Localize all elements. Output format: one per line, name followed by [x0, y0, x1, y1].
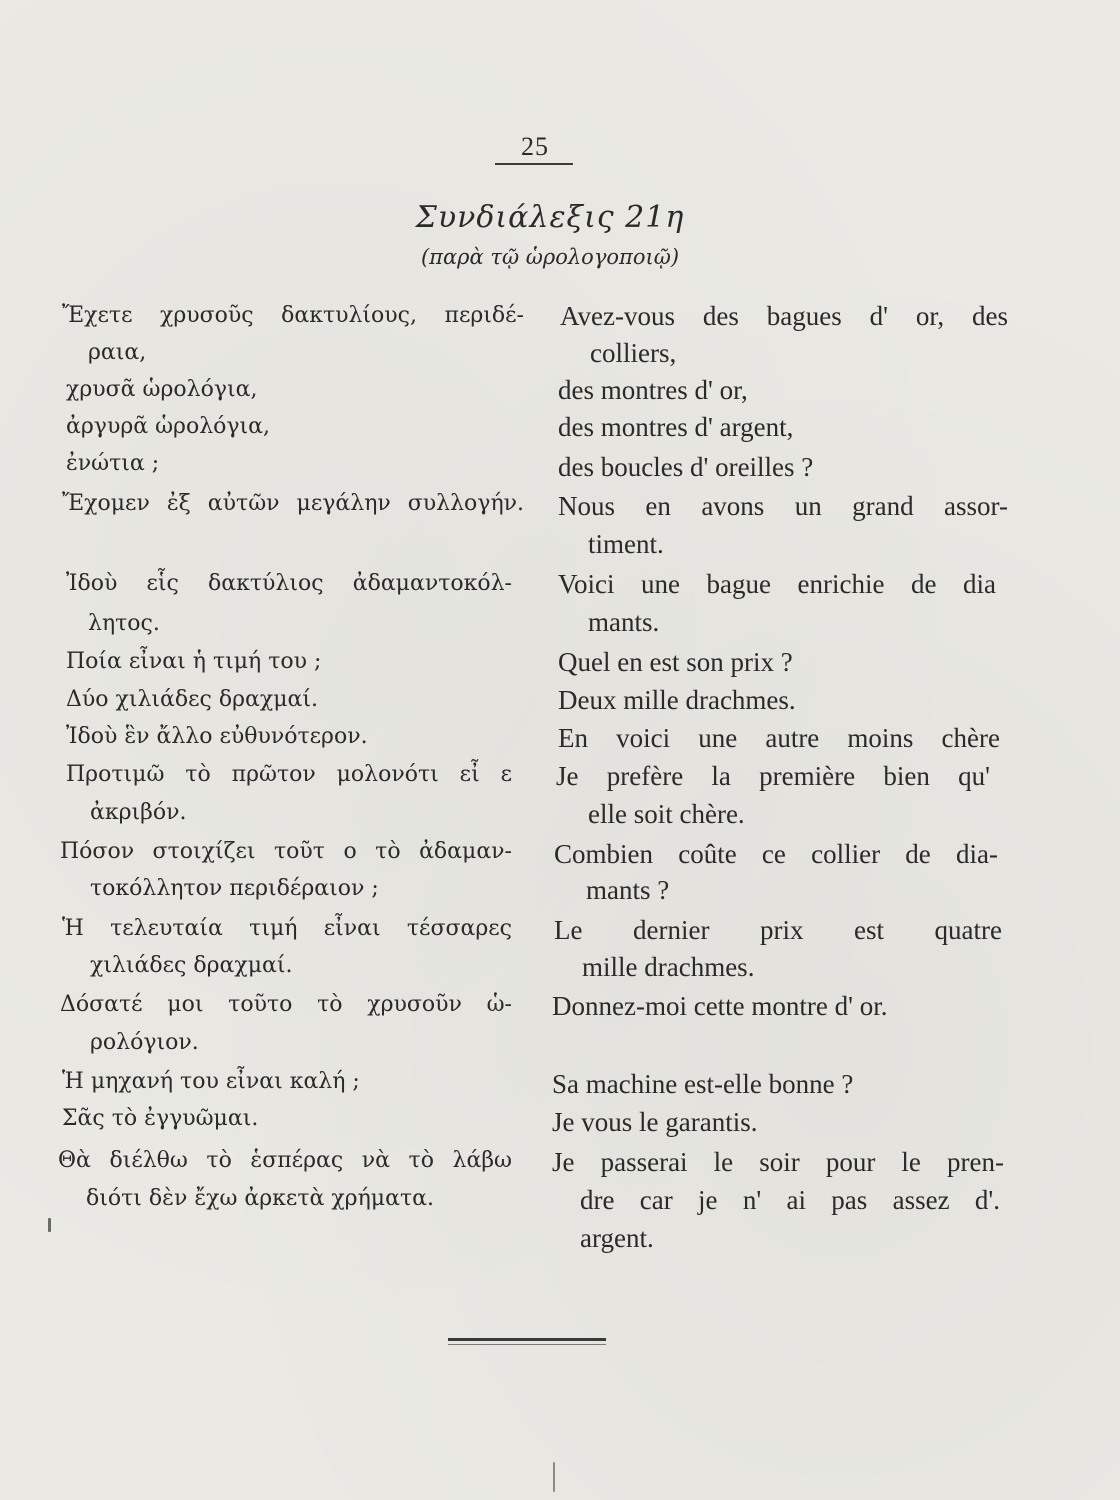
greek-line: Ἡ τελευταία τιμή εἶναι τέσσαρες — [62, 916, 512, 941]
print-mark — [48, 1218, 51, 1232]
greek-line: Θὰ διέλθω τὸ ἑσπέρας νὰ τὸ λάβω — [58, 1148, 512, 1173]
greek-line: Ἡ μηχανή του εἶναι καλή ; — [62, 1069, 360, 1094]
greek-line: Πόσον στοιχίζει τοῦτ ο τὸ ἀδαμαν- — [60, 839, 512, 864]
french-line: Nous en avons un grand assor- — [558, 491, 1008, 521]
greek-line: διότι δὲν ἔχω ἀρκετὰ χρήματα. — [86, 1186, 434, 1211]
greek-line: Δόσατέ μοι τοῦτο τὸ χρυσοῦν ὡ- — [60, 992, 512, 1017]
french-line: Voici une bague enrichie de dia — [558, 569, 996, 599]
page-number: 25 — [521, 132, 549, 161]
french-line: Donnez-moi cette montre d' or. — [552, 991, 888, 1021]
greek-line: Ἰδοὺ εἷς δακτύλιος ἀδαμαντοκόλ- — [66, 571, 512, 596]
french-line: mants. — [588, 607, 660, 637]
french-line: Sa machine est-elle bonne ? — [552, 1069, 854, 1099]
french-line: Je passerai le soir pour le pren- — [552, 1147, 1004, 1177]
print-mark — [553, 1462, 555, 1492]
french-line: Quel en est son prix ? — [558, 647, 793, 677]
french-line: mants ? — [586, 875, 670, 905]
french-line: argent. — [580, 1223, 654, 1253]
greek-line: ἐνώτια ; — [66, 451, 160, 476]
greek-line: Σᾶς τὸ ἐγγυῶμαι. — [62, 1106, 259, 1131]
greek-line: λητος. — [88, 611, 160, 636]
greek-line: Ἔχετε χρυσοῦς δακτυλίους, περιδέ- — [62, 303, 524, 328]
greek-line: Δύο χιλιάδες δραχμαί. — [66, 687, 318, 712]
french-line: Deux mille drachmes. — [558, 685, 796, 715]
greek-line: ἀκριβόν. — [90, 800, 187, 825]
page-number-underline — [495, 163, 573, 165]
french-line: mille drachmes. — [582, 952, 755, 982]
greek-line: Ἔχομεν ἐξ αὐτῶν μεγάλην συλλογήν. — [62, 491, 524, 516]
french-line: Avez-vous des bagues d' or, des — [560, 301, 1008, 331]
french-line: Le dernier prix est quatre — [554, 915, 1002, 945]
french-line: colliers, — [590, 338, 677, 368]
french-line: des montres d' or, — [558, 375, 748, 405]
french-line: des boucles d' oreilles ? — [558, 452, 814, 482]
french-line: Je prefère la première bien qu' — [556, 761, 990, 791]
closing-rule — [448, 1338, 606, 1341]
french-line: des montres d' argent, — [558, 412, 794, 442]
french-line: Je vous le garantis. — [552, 1107, 758, 1137]
greek-line: ρολόγιον. — [90, 1030, 199, 1055]
french-line: dre car je n' ai pas assez d'. — [580, 1185, 1000, 1215]
greek-line: Ποία εἶναι ἡ τιμή του ; — [66, 649, 322, 674]
greek-line: τοκόλλητον περιδέραιον ; — [90, 876, 379, 901]
french-line: En voici une autre moins chère — [558, 723, 1000, 753]
dialogue-title: Συνδιάλεξις 21η — [415, 200, 685, 235]
french-line: Combien coûte ce collier de dia- — [554, 839, 998, 869]
closing-rule-shadow — [448, 1344, 606, 1345]
greek-line: Ἰδοὺ ἓν ἄλλο εὐθυνότερον. — [66, 724, 368, 749]
dialogue-subtitle: (παρὰ τῷ ὡρολογοποιῷ) — [420, 245, 680, 269]
french-line: elle soit chère. — [588, 799, 745, 829]
greek-line: Προτιμῶ τὸ πρῶτον μολονότι εἶ ε — [66, 762, 512, 787]
greek-line: χρυσᾶ ὡρολόγια, — [66, 377, 258, 402]
greek-line: ἀργυρᾶ ὡρολόγια, — [66, 414, 271, 439]
french-line: timent. — [588, 529, 664, 559]
greek-line: ραια, — [88, 340, 147, 365]
greek-line: χιλιάδες δραχμαί. — [90, 953, 293, 978]
